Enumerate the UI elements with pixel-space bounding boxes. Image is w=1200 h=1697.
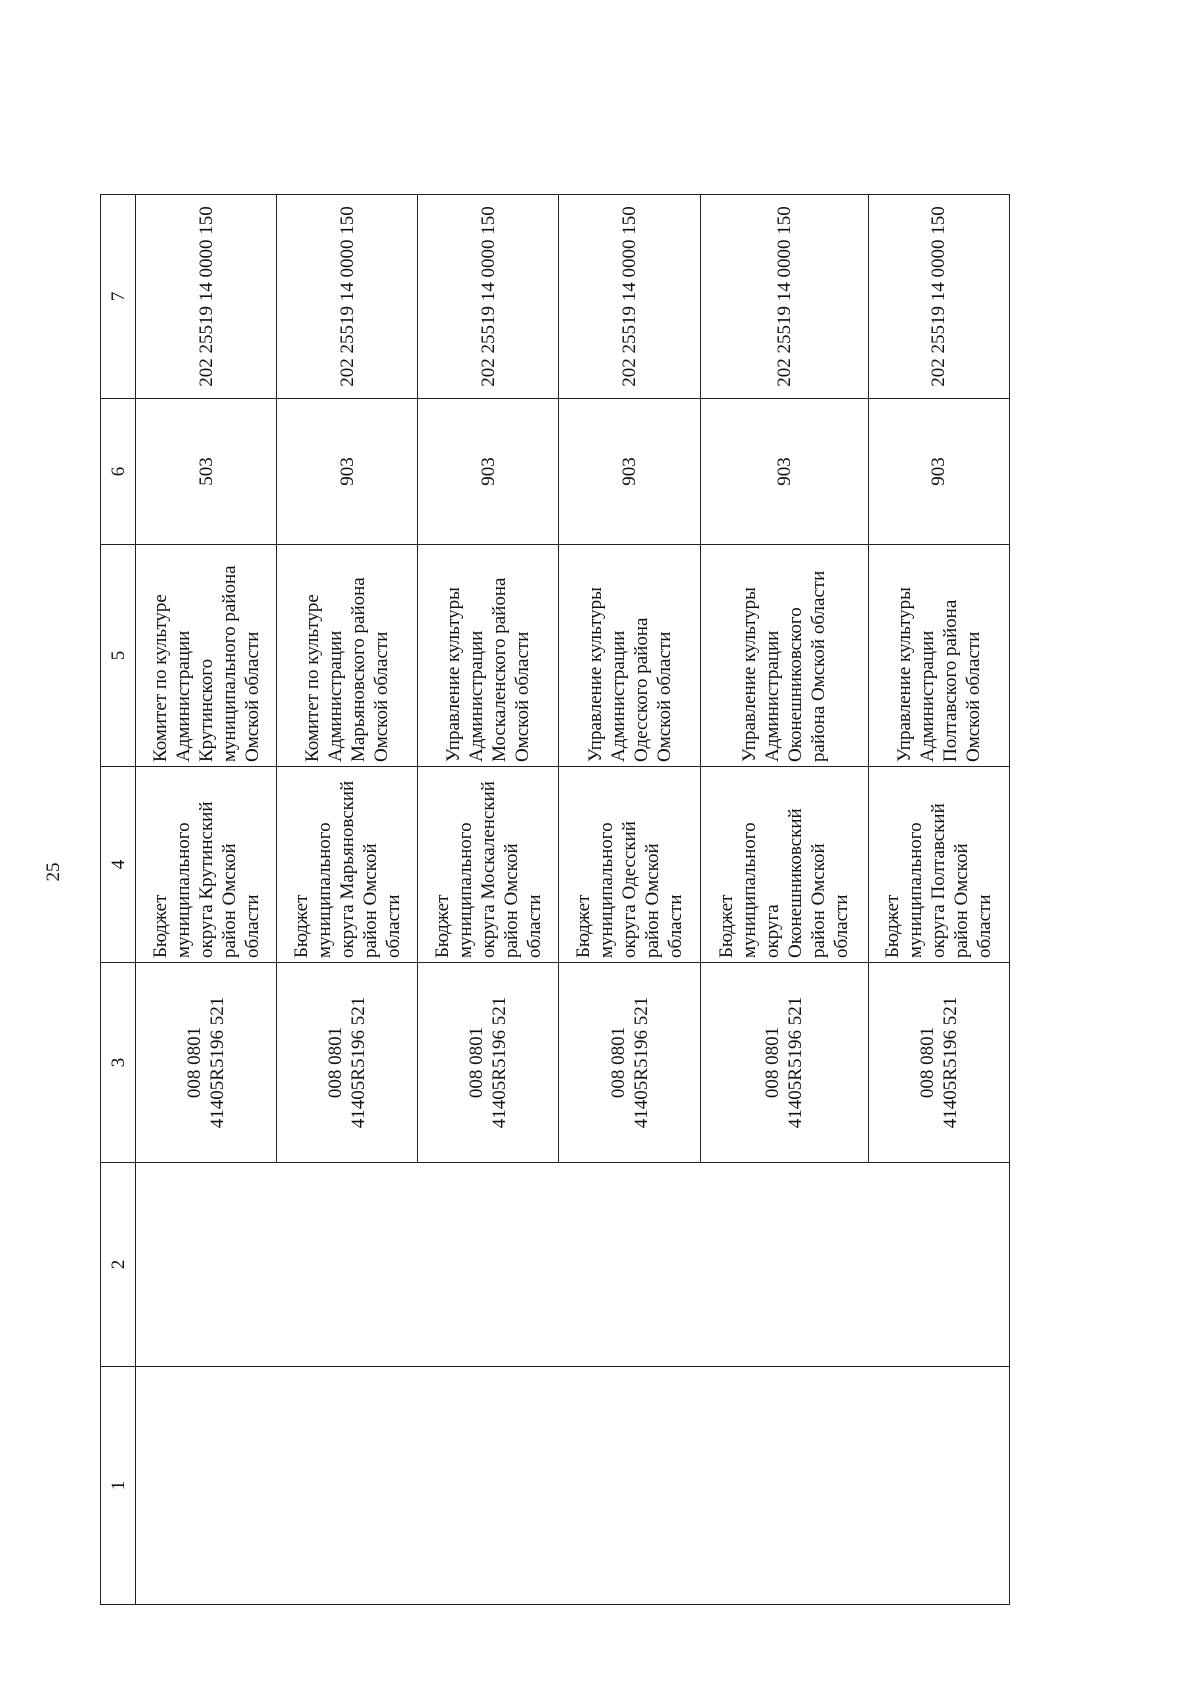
cell-col4 — [418, 767, 559, 963]
cell-col4 — [868, 767, 1009, 963]
header-cell-6: 6 — [101, 399, 136, 545]
cell-col6 — [277, 399, 418, 545]
cell-col5 — [868, 545, 1009, 767]
cell-text: 903 — [619, 457, 641, 486]
header-cell-4: 4 — [101, 767, 136, 963]
cell-col3 — [136, 963, 277, 1163]
cell-col6 — [136, 399, 277, 545]
cell-col5 — [700, 545, 868, 767]
cell-text: 503 — [195, 457, 217, 486]
cell-col7 — [700, 195, 868, 399]
cell-text: 008 0801 41405R5196 521 — [466, 996, 511, 1129]
cell-col7 — [418, 195, 559, 399]
cell-col5 — [277, 545, 418, 767]
cell-text: Управление культуры Администрации Москаленского района Омской области — [443, 577, 534, 762]
cell-col7 — [277, 195, 418, 399]
header-cell-7: 7 — [101, 195, 136, 399]
cell-text: 008 0801 41405R5196 521 — [325, 996, 370, 1129]
cell-col3 — [277, 963, 418, 1163]
table-row — [136, 195, 277, 1605]
cell-text: Бюджет муниципального округа Одесский район Омской области — [573, 821, 687, 958]
cell-text: Управление культуры Администрации Одесского района Омской области — [584, 587, 675, 762]
cell-text: Комитет по культуре Администрации Крутинского муниципального района Омской области — [149, 565, 263, 762]
cell-text: 202 25519 14 0000 150 — [336, 206, 358, 387]
cell-text: Бюджет муниципального округа Москаленский район Омской области — [431, 781, 545, 958]
cell-text: 903 — [477, 457, 499, 486]
header-cell-1: 1 — [101, 1367, 136, 1605]
cell-col5 — [559, 545, 700, 767]
cell-col7 — [136, 195, 277, 399]
header-cell-2: 2 — [101, 1163, 136, 1367]
cell-text: Комитет по культуре Администрации Марьяновского района Омской области — [302, 577, 393, 762]
page-number: 25 — [43, 862, 64, 882]
cell-col5 — [418, 545, 559, 767]
budget-table — [100, 194, 1010, 1605]
cell-col1-empty — [136, 1367, 1010, 1605]
cell-col3 — [700, 963, 868, 1163]
cell-col7 — [559, 195, 700, 399]
cell-text: 903 — [928, 457, 950, 486]
header-row — [101, 195, 136, 1605]
table-wrapper — [100, 195, 1010, 1605]
cell-text: 903 — [336, 457, 358, 486]
cell-col6 — [559, 399, 700, 545]
cell-text: 202 25519 14 0000 150 — [773, 206, 795, 387]
cell-text: 008 0801 41405R5196 521 — [184, 996, 229, 1129]
cell-text: 202 25519 14 0000 150 — [928, 206, 950, 387]
cell-col4 — [136, 767, 277, 963]
cell-text: Бюджет муниципального округа Марьяновский район Омской области — [290, 780, 404, 958]
cell-col4 — [277, 767, 418, 963]
cell-text: 903 — [773, 457, 795, 486]
cell-text: Бюджет муниципального округа Оконешниковский район Омской области — [716, 808, 853, 958]
cell-col6 — [868, 399, 1009, 545]
cell-text: Бюджет муниципального округа Полтавский район Омской области — [882, 803, 996, 958]
cell-text: 202 25519 14 0000 150 — [195, 206, 217, 387]
cell-text: 008 0801 41405R5196 521 — [762, 996, 807, 1129]
cell-col6 — [418, 399, 559, 545]
cell-text: 008 0801 41405R5196 521 — [916, 996, 961, 1129]
cell-col3 — [868, 963, 1009, 1163]
header-cell-5: 5 — [101, 545, 136, 767]
cell-col5 — [136, 545, 277, 767]
cell-col3 — [418, 963, 559, 1163]
cell-col4 — [559, 767, 700, 963]
cell-text: Управление культуры Администрации Оконешниковского района Омской области — [739, 570, 830, 762]
cell-col2-empty — [136, 1163, 1010, 1367]
cell-text: 202 25519 14 0000 150 — [477, 206, 499, 387]
cell-col6 — [700, 399, 868, 545]
cell-text: 008 0801 41405R5196 521 — [607, 996, 652, 1129]
cell-text: Бюджет муниципального округа Крутинский район Омской области — [149, 801, 263, 958]
header-cell-3: 3 — [101, 963, 136, 1163]
cell-text: 202 25519 14 0000 150 — [619, 206, 641, 387]
cell-col7 — [868, 195, 1009, 399]
cell-col3 — [559, 963, 700, 1163]
cell-text: Управление культуры Администрации Полтавского района Омской области — [893, 587, 984, 762]
cell-col4 — [700, 767, 868, 963]
